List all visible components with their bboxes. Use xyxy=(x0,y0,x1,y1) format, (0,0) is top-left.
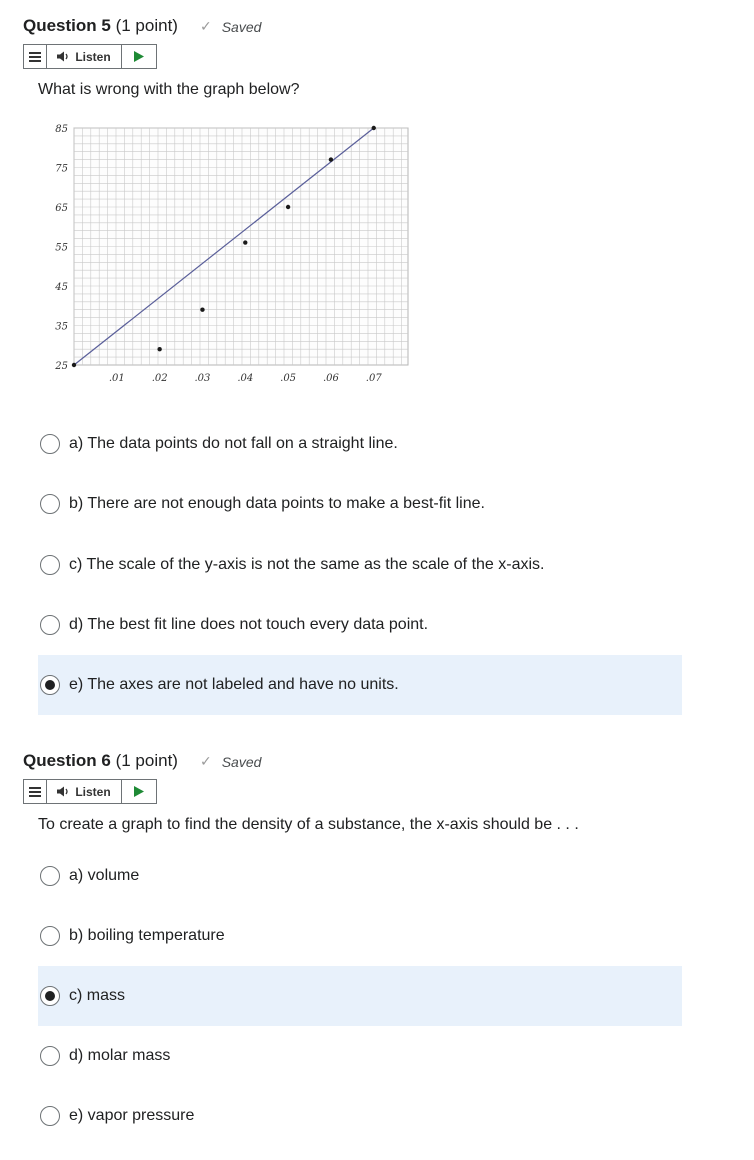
listen-label: Listen xyxy=(75,49,111,64)
radio-dot xyxy=(45,991,55,1001)
answer-option-label: e) vapor pressure xyxy=(69,1107,195,1124)
radio-button[interactable] xyxy=(40,1106,60,1126)
radio-button-selected[interactable] xyxy=(40,675,60,695)
question-6-title: Question 6 (1 point) xyxy=(23,751,178,770)
listen-toolbar xyxy=(23,44,157,69)
listen-button[interactable] xyxy=(47,45,122,68)
radio-button[interactable] xyxy=(40,494,60,514)
play-button[interactable] xyxy=(122,780,156,803)
y-tick-label: 25 xyxy=(55,361,68,372)
play-icon xyxy=(134,51,144,62)
radio-button[interactable] xyxy=(40,434,60,454)
answer-option-label: c) The scale of the y-axis is not the same as the scale of the x-axis. xyxy=(69,556,545,573)
check-icon: ✓ xyxy=(199,753,212,769)
radio-button[interactable] xyxy=(40,926,60,946)
radio-button[interactable] xyxy=(40,1046,60,1066)
menu-button[interactable] xyxy=(24,780,47,803)
saved-status: ✓ Saved xyxy=(199,753,262,770)
listen-label: Listen xyxy=(75,784,111,799)
question-5-title: Question 5 (1 point) xyxy=(23,16,178,35)
menu-button[interactable] xyxy=(24,45,47,68)
data-point xyxy=(200,308,204,312)
y-tick-label: 85 xyxy=(55,124,68,135)
radio-button[interactable] xyxy=(40,555,60,575)
x-tick-label: .05 xyxy=(280,373,297,384)
data-point xyxy=(372,126,376,130)
radio-dot xyxy=(45,680,55,690)
check-icon: ✓ xyxy=(199,18,212,34)
question-6-prompt: To create a graph to find the density of a substance, the x-axis should be . . . xyxy=(38,816,579,833)
answer-option-label: b) There are not enough data points to make a best-fit line. xyxy=(69,495,485,512)
answer-option[interactable] xyxy=(38,474,682,534)
y-tick-label: 65 xyxy=(55,203,68,214)
answer-option-label: d) The best fit line does not touch every data point. xyxy=(69,616,429,633)
answer-option[interactable] xyxy=(38,906,682,966)
answer-option[interactable] xyxy=(38,1086,682,1146)
speaker-icon xyxy=(57,786,71,797)
radio-button[interactable] xyxy=(40,866,60,886)
menu-icon xyxy=(29,787,41,797)
x-tick-label: .04 xyxy=(237,373,254,384)
data-point xyxy=(286,205,290,209)
answer-option-label: e) The axes are not labeled and have no units. xyxy=(69,676,399,693)
answer-option[interactable] xyxy=(38,966,682,1026)
answer-option-label: d) molar mass xyxy=(69,1047,171,1064)
answer-option-label: b) boiling temperature xyxy=(69,927,225,944)
y-tick-label: 55 xyxy=(55,242,68,254)
saved-status: ✓ Saved xyxy=(199,18,262,35)
question-6-header xyxy=(23,751,261,771)
x-tick-label: .06 xyxy=(322,373,339,384)
listen-button[interactable] xyxy=(47,780,122,803)
play-icon xyxy=(134,786,144,797)
x-tick-label: .02 xyxy=(151,373,168,384)
data-point xyxy=(72,363,76,367)
menu-icon xyxy=(29,52,41,62)
data-point xyxy=(157,347,161,351)
answer-option[interactable] xyxy=(38,1026,682,1086)
answer-option[interactable] xyxy=(38,535,682,595)
answer-option-label: a) volume xyxy=(69,867,140,884)
radio-button-selected[interactable] xyxy=(40,986,60,1006)
y-tick-label: 45 xyxy=(55,282,68,293)
radio-button[interactable] xyxy=(40,615,60,635)
question-5-header xyxy=(23,16,261,36)
answer-option-label: c) mass xyxy=(69,987,125,1004)
answer-option[interactable] xyxy=(38,414,682,474)
answer-option[interactable] xyxy=(38,595,682,655)
data-point xyxy=(329,157,333,161)
question-5-prompt: What is wrong with the graph below? xyxy=(38,81,300,98)
answer-option[interactable] xyxy=(38,846,682,906)
answer-option[interactable] xyxy=(38,655,682,715)
y-tick-label: 75 xyxy=(55,163,68,175)
data-point xyxy=(243,240,247,244)
x-tick-label: .07 xyxy=(365,373,382,384)
answer-option-label: a) The data points do not fall on a straight line. xyxy=(69,435,398,452)
play-button[interactable] xyxy=(122,45,156,68)
x-tick-label: .03 xyxy=(194,373,211,384)
handwritten-graph xyxy=(40,120,420,390)
x-tick-label: .01 xyxy=(108,373,125,384)
listen-toolbar xyxy=(23,779,157,804)
y-tick-label: 35 xyxy=(55,321,68,333)
speaker-icon xyxy=(57,51,71,62)
